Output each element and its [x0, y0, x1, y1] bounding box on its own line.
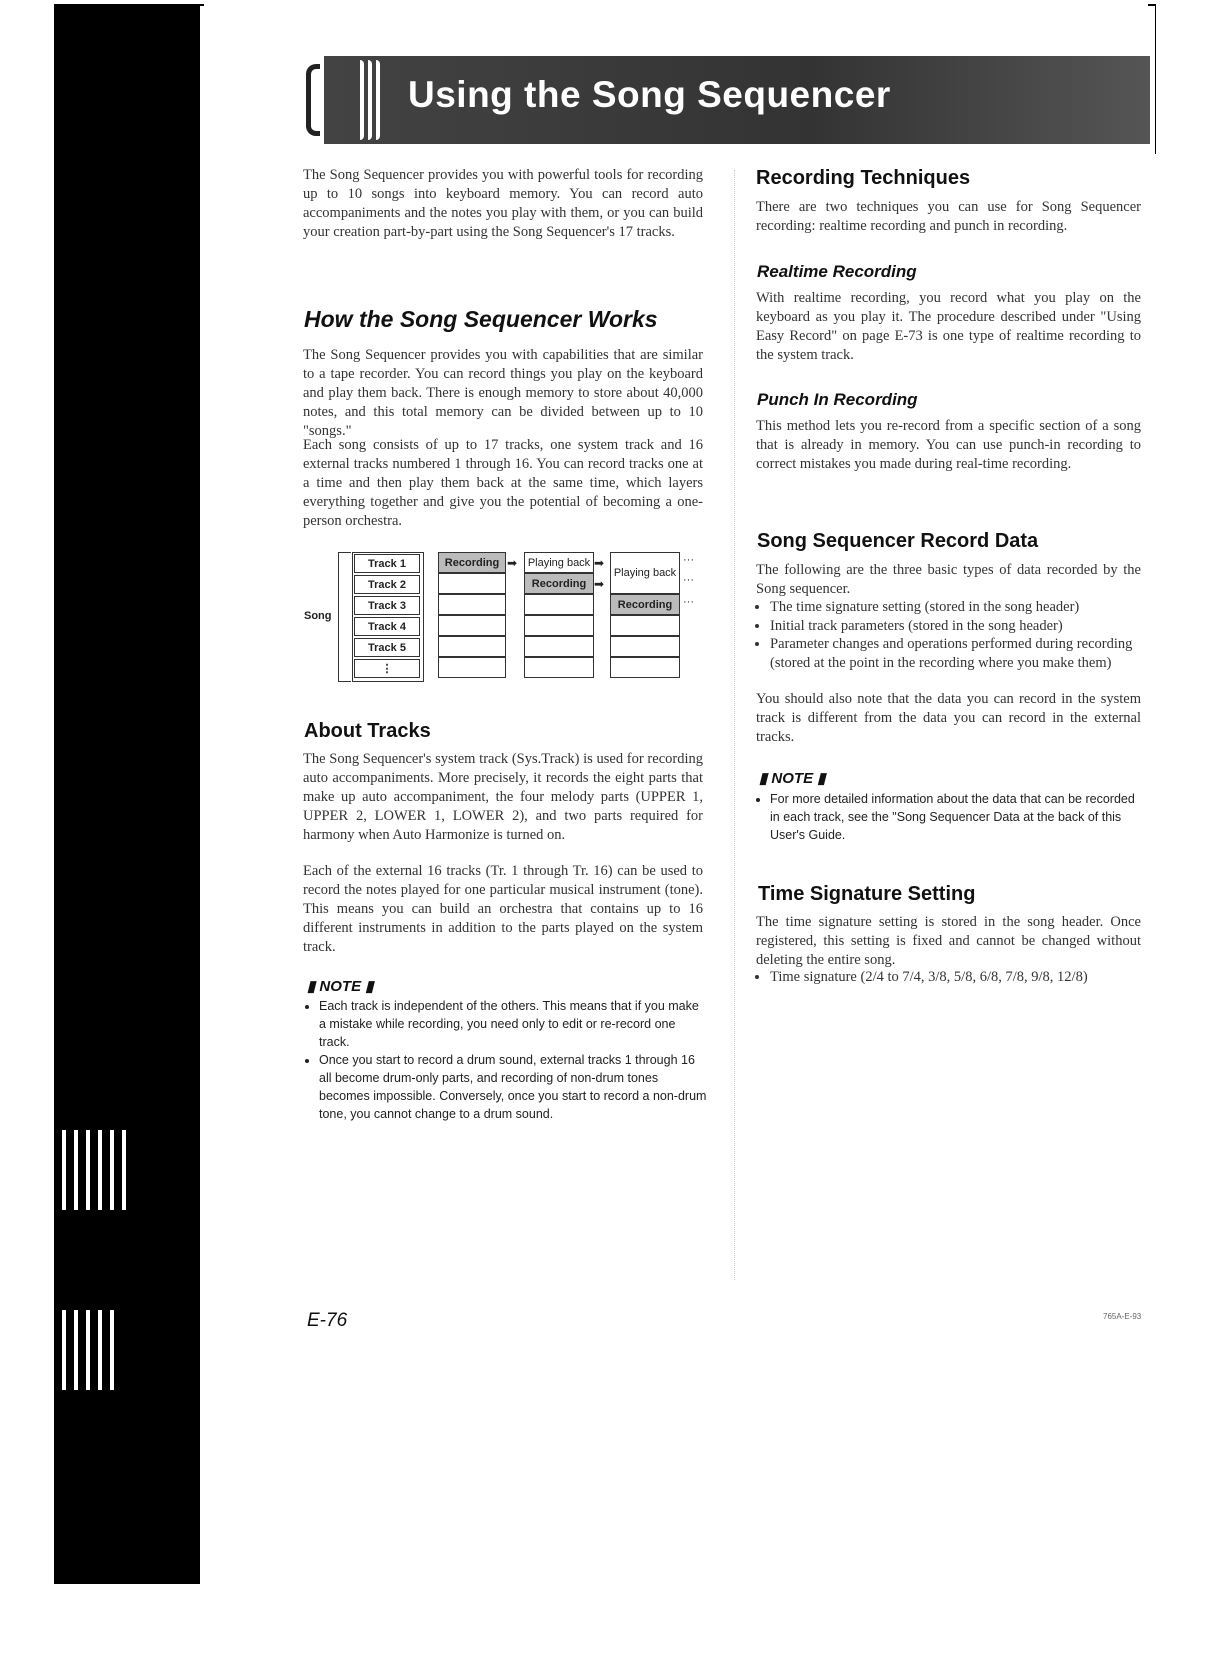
about-tracks-paragraph-1: The Song Sequencer's system track (Sys.Track) is used for recording auto accompaniments. More precisely, it records the eight parts that make up auto accompaniment, the four melody parts (UPPER 1, UPPER 2, LOWER 1, LOWER 2), and two parts required for harmony when Auto Harmonize is turned on.: [303, 751, 703, 843]
page-title: Using the Song Sequencer: [408, 74, 891, 115]
page-edge-stripe: [98, 1130, 102, 1210]
col1-empty: [438, 594, 506, 615]
how-works-paragraph-1: The Song Sequencer provides you with capabilities that are similar to a tape recorder. You can record things you play on the keyboard and play them back. There is enough memory to store about 40,000 notes, and this total memory can be divided between up to 10 "songs.": [303, 347, 703, 439]
page-edge-stripe: [110, 1130, 114, 1210]
time-signature-item: • Time signature (2/4 to 7/4, 3/8, 5/8, 6/8, 7/8, 9/8, 12/8): [770, 968, 1141, 987]
punch-in-paragraph: This method lets you re-record from a specific section of a song that is already in memory. You can use punch-in recording to correct mistakes you made during real-time recording.: [756, 418, 1141, 472]
continuation-dots: ···: [683, 596, 694, 608]
intro-paragraph: The Song Sequencer provides you with powerful tools for recording up to 10 songs into keyboard memory. You can record auto accompaniments and the notes you play with them, or you can build your creation part-by-part using the Song Sequencer's 17 tracks.: [303, 167, 703, 240]
note-title: NOTE: [771, 770, 814, 787]
record-data-paragraph-1: The following are the three basic types of data recorded by the Song sequencer.: [756, 562, 1141, 597]
page-edge-stripe: [110, 1310, 114, 1390]
col1-empty: [438, 615, 506, 636]
song-bracket: [338, 552, 351, 682]
track-4-cell: Track 4: [354, 617, 420, 636]
col3-empty: [610, 615, 680, 636]
col3-empty: [610, 657, 680, 678]
how-works-paragraph-2: Each song consists of up to 17 tracks, one system track and 16 external tracks numbered 1 through 16. You can record tracks one at a time and then play them back at the same time, which layers everything together and give you the potential of becoming a one-person orchestra.: [303, 437, 703, 529]
note-item: • For more detailed information about the data that can be recorded in each track, see the "Song Sequencer Data at the back of this User's Guide.: [770, 790, 1141, 844]
page-number: E-76: [307, 1310, 348, 1331]
note-item: • Each track is independent of the others. This means that if you make a mistake while recording, you need only to edit or re-record one track.: [319, 997, 707, 1051]
column-divider: [734, 170, 735, 1280]
col1-empty: [438, 657, 506, 678]
record-data-paragraph-2: You should also note that the data you can record in the system track is different from the data you can record in the external tracks.: [756, 691, 1141, 745]
col3-recording: Recording: [610, 594, 680, 615]
track-diagram: [300, 550, 710, 685]
record-data-heading: Song Sequencer Record Data: [757, 530, 1039, 552]
record-data-item: • Initial track parameters (stored in the song header): [770, 617, 1141, 636]
recording-techniques-heading: Recording Techniques: [756, 167, 971, 189]
note-item: • Once you start to record a drum sound, external tracks 1 through 16 all become drum-only parts, and recording of non-drum tones becomes impossible. Conversely, once you start to record a non-drum tone, you cannot change to a drum sound.: [319, 1051, 707, 1123]
document-code: 765A-E-93: [1103, 1312, 1142, 1321]
bracket-icon: [300, 56, 324, 144]
track-2-cell: Track 2: [354, 575, 420, 594]
realtime-paragraph: With realtime recording, you record what you play on the keyboard as you play it. The procedure described under "Using Easy Record" on page E-73 is one type of realtime recording to the system track.: [756, 290, 1141, 363]
record-data-list: [756, 598, 1141, 672]
col2-empty: [524, 636, 594, 657]
page-edge-stripe: [1075, 1490, 1080, 1550]
realtime-heading: Realtime Recording: [757, 262, 917, 281]
about-tracks-heading: About Tracks: [304, 720, 431, 742]
col1-empty: [438, 573, 506, 594]
col1-empty: [438, 636, 506, 657]
note-heading-left: ▮ NOTE ▮: [307, 978, 374, 995]
col2-empty: [524, 615, 594, 636]
page-edge-stripe: [74, 1310, 78, 1390]
page-edge-stripes: [62, 1130, 66, 1210]
time-signature-list: [756, 968, 1141, 987]
note-list-right: [756, 790, 1141, 844]
how-works-heading: How the Song Sequencer Works: [304, 306, 658, 332]
page-edge-stripe: [98, 1310, 102, 1390]
song-label: Song: [304, 610, 332, 622]
arrow-icon: ➡: [594, 577, 605, 591]
page-edge-stripe: [62, 1310, 66, 1390]
col2-playing-back: Playing back: [524, 552, 594, 573]
col2-empty: [524, 594, 594, 615]
page-edge-stripe: [122, 1130, 126, 1210]
record-data-item: • The time signature setting (stored in the song header): [770, 598, 1141, 617]
continuation-dots: ···: [683, 574, 694, 586]
sound-wave-icon: [356, 56, 396, 144]
time-signature-paragraph: The time signature setting is stored in the song header. Once registered, this setting is fixed and cannot be changed without deleting the entire song.: [756, 914, 1141, 968]
page-edge-stripe: [1060, 1490, 1065, 1550]
recording-techniques-paragraph: There are two techniques you can use for Song Sequencer recording: realtime recording and punch in recording.: [756, 199, 1141, 234]
note-list-left: [305, 997, 707, 1123]
time-signature-heading: Time Signature Setting: [758, 883, 976, 905]
col1-recording: Recording: [438, 552, 506, 573]
col3-playing-back: Playing back: [610, 552, 680, 594]
about-tracks-paragraph-2: Each of the external 16 tracks (Tr. 1 through Tr. 16) can be used to record the notes played for one particular musical instrument (tone). This means you can build an orchestra that contains up to 16 different instruments in addition to the parts played on the system track.: [303, 863, 703, 955]
track-more-cell: ⋮: [354, 659, 420, 678]
track-5-cell: Track 5: [354, 638, 420, 657]
arrow-icon: ➡: [594, 556, 605, 570]
note-title: NOTE: [319, 978, 362, 995]
col2-recording: Recording: [524, 573, 594, 594]
continuation-dots: ···: [683, 554, 694, 566]
page-edge-stripe: [86, 1130, 90, 1210]
page-edge-stripe: [1105, 1490, 1110, 1550]
track-1-cell: Track 1: [354, 554, 420, 573]
col3-empty: [610, 636, 680, 657]
note-heading-right: ▮ NOTE ▮: [759, 770, 826, 787]
punch-in-heading: Punch In Recording: [757, 390, 918, 409]
arrow-icon: ➡: [507, 556, 518, 570]
page-edge-stripe: [74, 1130, 78, 1210]
record-data-item: • Parameter changes and operations performed during recording (stored at the point in the recording where you make them): [770, 635, 1141, 672]
col2-empty: [524, 657, 594, 678]
track-3-cell: Track 3: [354, 596, 420, 615]
page-edge-stripe: [1090, 1490, 1095, 1550]
page-edge-stripe: [86, 1310, 90, 1390]
